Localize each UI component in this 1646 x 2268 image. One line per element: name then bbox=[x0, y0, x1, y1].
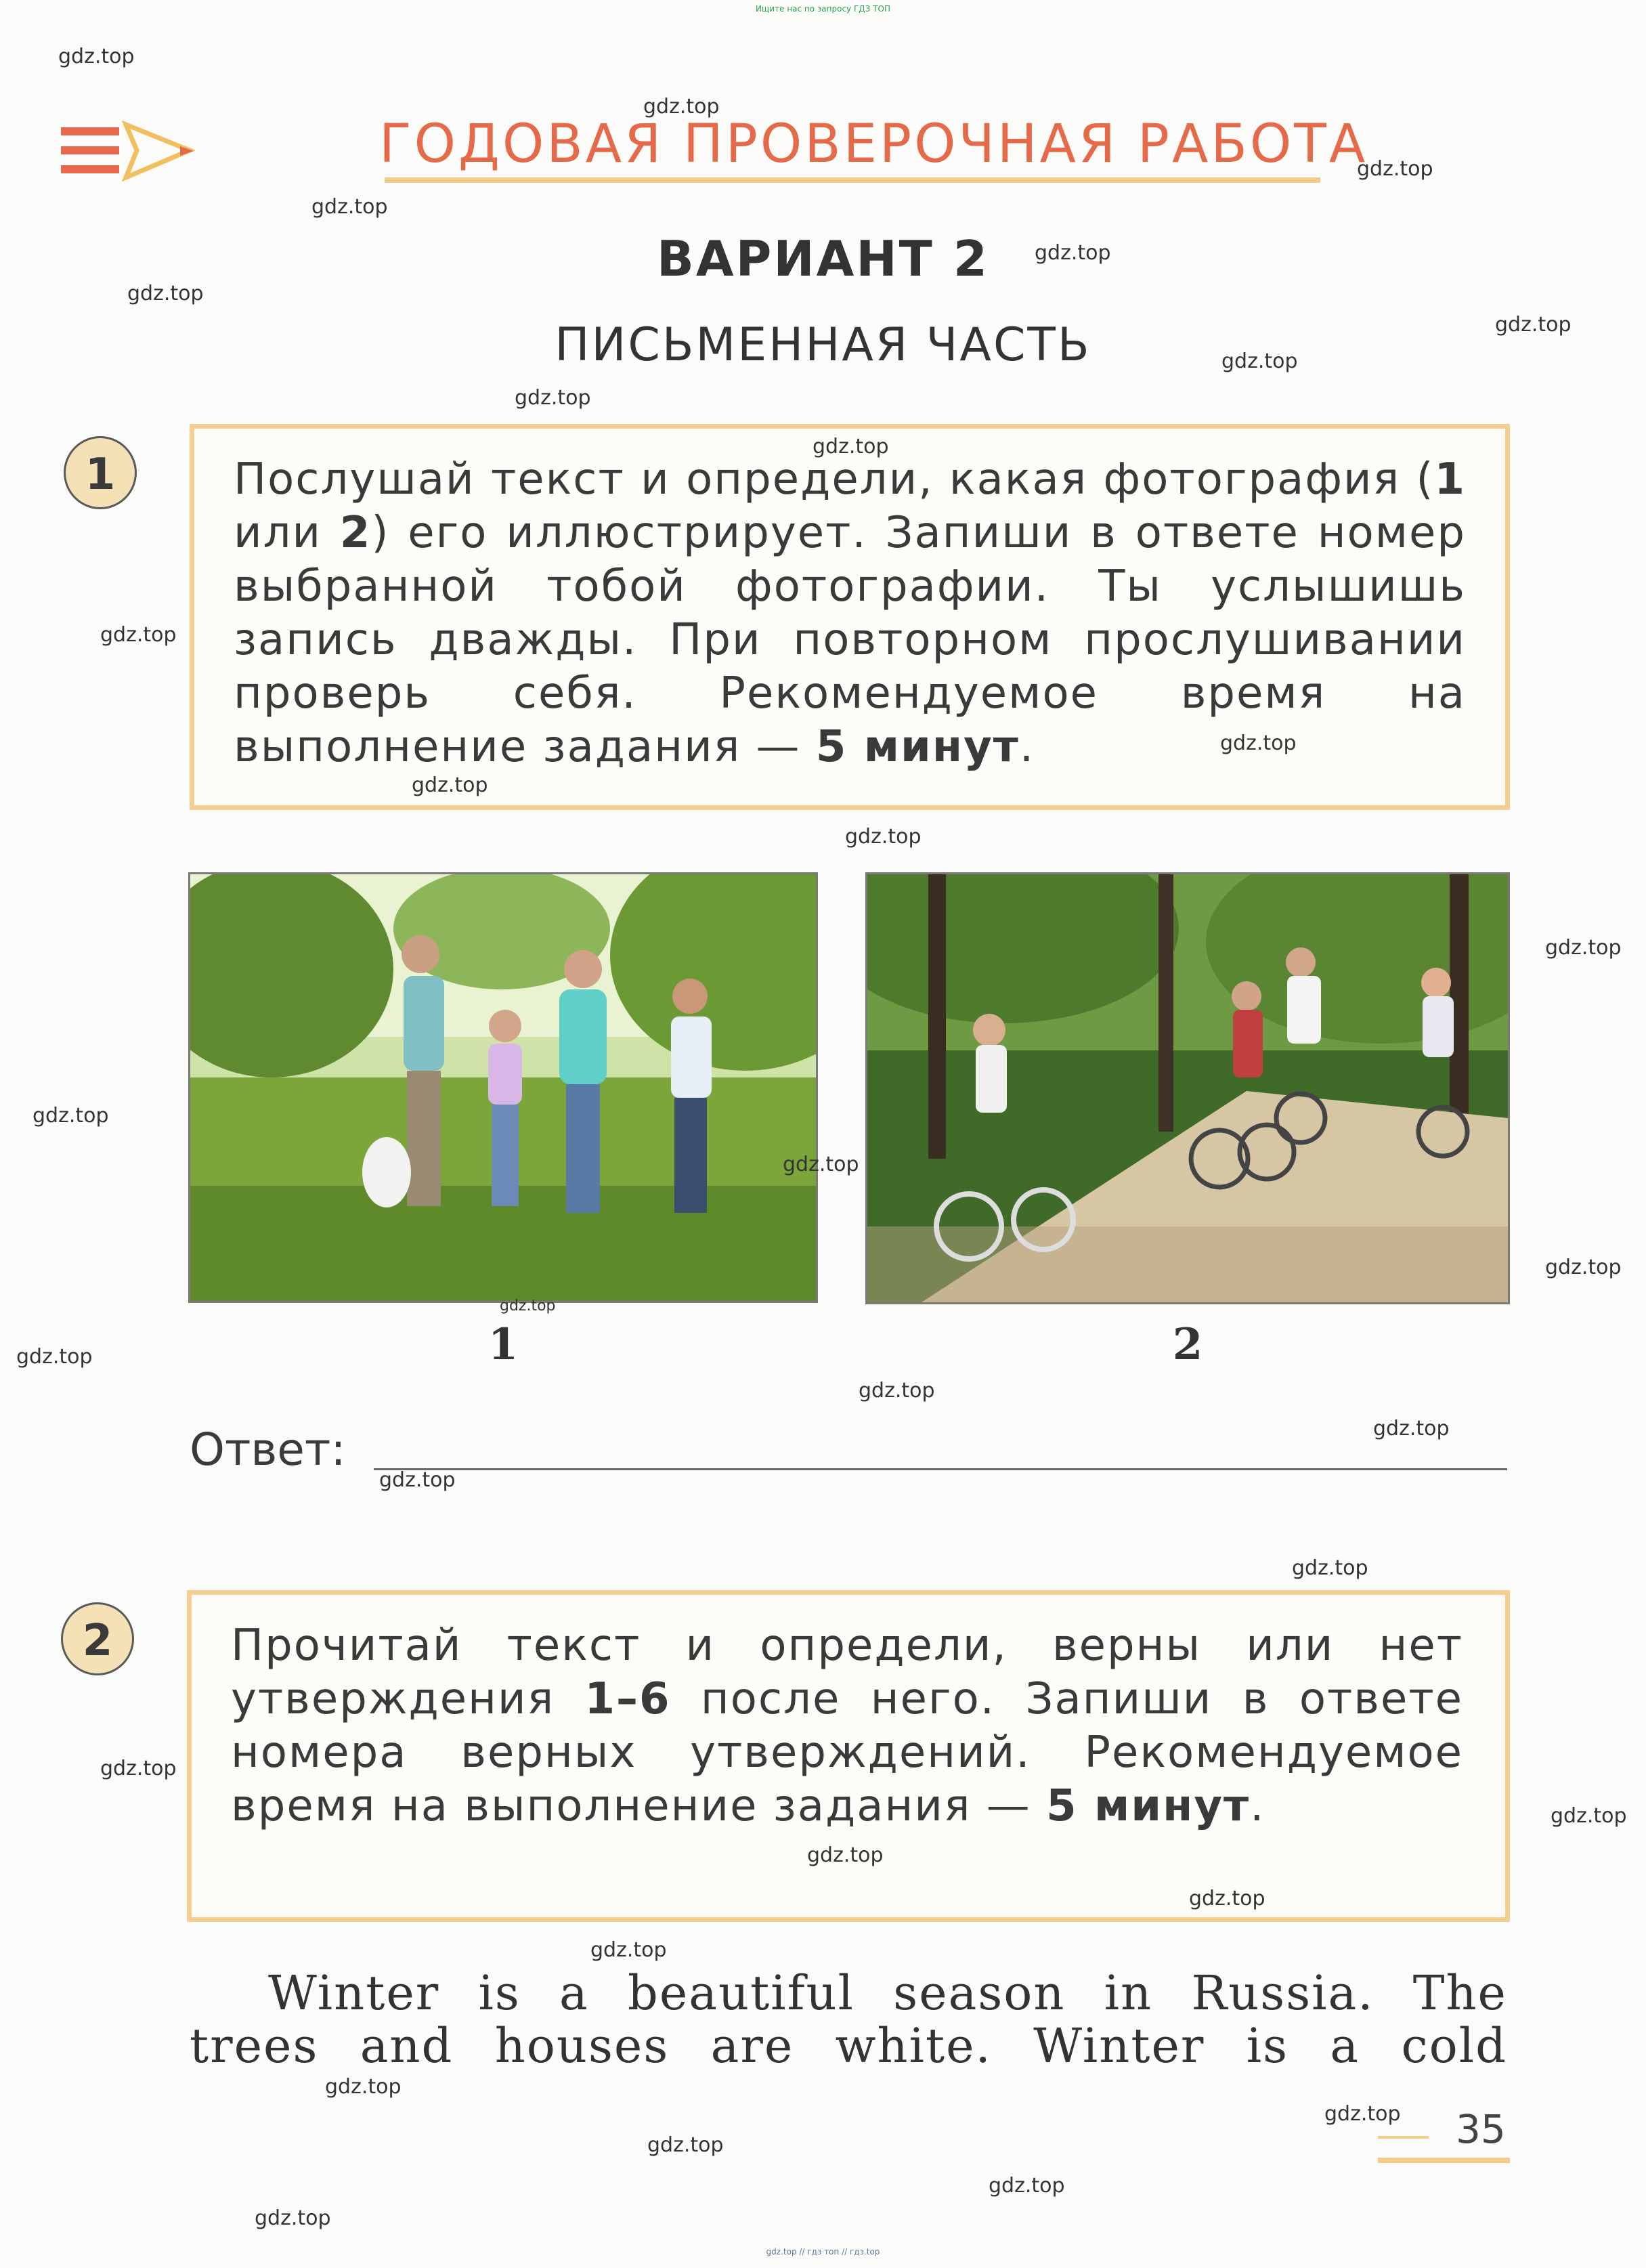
footer-note: gdz.top // гдз топ // гдз.top bbox=[766, 2247, 880, 2256]
watermark: gdz.top bbox=[1035, 241, 1111, 265]
watermark: gdz.top bbox=[1357, 157, 1433, 181]
watermark: gdz.top bbox=[1545, 1256, 1622, 1279]
watermark: gdz.top bbox=[1220, 731, 1297, 755]
watermark: gdz.top bbox=[325, 2075, 402, 2099]
watermark: gdz.top bbox=[1545, 936, 1622, 960]
watermark: gdz.top bbox=[1324, 2102, 1401, 2126]
task-1-text: Послушай текст и определи, какая фотография (1 или 2) его иллюстрирует. Запиши в ответе номер выбранной тобой фотографии. Ты услышишь запись дважды. При повторном прослушивании проверь себя. Рекомендуемое время на выполнение задания — 5 минут. bbox=[234, 454, 1467, 772]
photo-1-label: 1 bbox=[488, 1319, 519, 1370]
watermark: gdz.top bbox=[1551, 1804, 1627, 1828]
watermark: gdz.top bbox=[590, 1938, 667, 1962]
watermark: gdz.top bbox=[379, 1468, 456, 1492]
watermark: gdz.top bbox=[58, 45, 135, 68]
task-2-number: 2 bbox=[61, 1602, 134, 1675]
watermark: gdz.top bbox=[807, 1843, 884, 1867]
title-underline bbox=[385, 177, 1320, 183]
watermark: gdz.top bbox=[647, 2133, 724, 2157]
reading-line-1: Winter is a beautiful season in Russia. The bbox=[268, 1965, 1507, 2021]
task-2-text: Прочитай текст и определи, верны или нет утверждения 1–6 после него. Запиши в ответе номера верных утверждений. Рекомендуемое время на выполнение задания — 5 минут. bbox=[231, 1621, 1464, 1831]
watermark: gdz.top bbox=[16, 1345, 93, 1369]
page-number: 35 bbox=[1456, 2106, 1506, 2152]
watermark: gdz.top bbox=[1292, 1556, 1368, 1580]
watermark: gdz.top bbox=[33, 1104, 109, 1128]
watermark: gdz.top bbox=[845, 825, 922, 849]
watermark: gdz.top bbox=[515, 386, 591, 410]
variant-heading: ВАРИАНТ 2 bbox=[657, 230, 989, 287]
pencil-icon bbox=[61, 121, 196, 181]
photo-2-label: 2 bbox=[1172, 1319, 1203, 1370]
watermark: gdz.top bbox=[412, 773, 488, 797]
family-walking-dog-photo bbox=[190, 874, 816, 1301]
watermark: gdz.top bbox=[783, 1153, 859, 1176]
watermark: gdz.top bbox=[1221, 349, 1298, 373]
watermark: gdz.top bbox=[500, 1298, 556, 1314]
answer-label: Ответ: bbox=[190, 1424, 346, 1476]
watermark: gdz.top bbox=[1495, 313, 1572, 337]
watermark: gdz.top bbox=[100, 1757, 177, 1780]
watermark: gdz.top bbox=[127, 282, 204, 305]
task-1-box bbox=[190, 424, 1510, 810]
watermark: gdz.top bbox=[1189, 1887, 1265, 1910]
answer-line[interactable] bbox=[374, 1468, 1507, 1470]
watermark: gdz.top bbox=[100, 623, 177, 647]
family-cycling-forest-photo bbox=[867, 874, 1508, 1302]
photo-2 bbox=[865, 872, 1510, 1304]
watermark: gdz.top bbox=[311, 195, 388, 219]
watermark: gdz.top bbox=[859, 1379, 935, 1403]
top-note: Ищите нас по запросу ГДЗ ТОП bbox=[756, 4, 890, 14]
watermark: gdz.top bbox=[813, 435, 889, 458]
watermark: gdz.top bbox=[989, 2174, 1065, 2198]
task-2-box bbox=[187, 1590, 1510, 1922]
page-number-accent bbox=[1378, 2136, 1429, 2139]
photo-1 bbox=[188, 872, 818, 1303]
reading-line-2: trees and houses are white. Winter is a cold bbox=[190, 2018, 1507, 2074]
page-title: ГОДОВАЯ ПРОВЕРОЧНАЯ РАБОТА bbox=[379, 114, 1368, 175]
part-heading: ПИСЬМЕННАЯ ЧАСТЬ bbox=[555, 318, 1091, 372]
watermark: gdz.top bbox=[643, 95, 720, 119]
page-number-underline bbox=[1378, 2158, 1510, 2163]
task-1-number: 1 bbox=[64, 436, 137, 509]
watermark: gdz.top bbox=[1373, 1417, 1450, 1440]
watermark: gdz.top bbox=[255, 2206, 331, 2230]
